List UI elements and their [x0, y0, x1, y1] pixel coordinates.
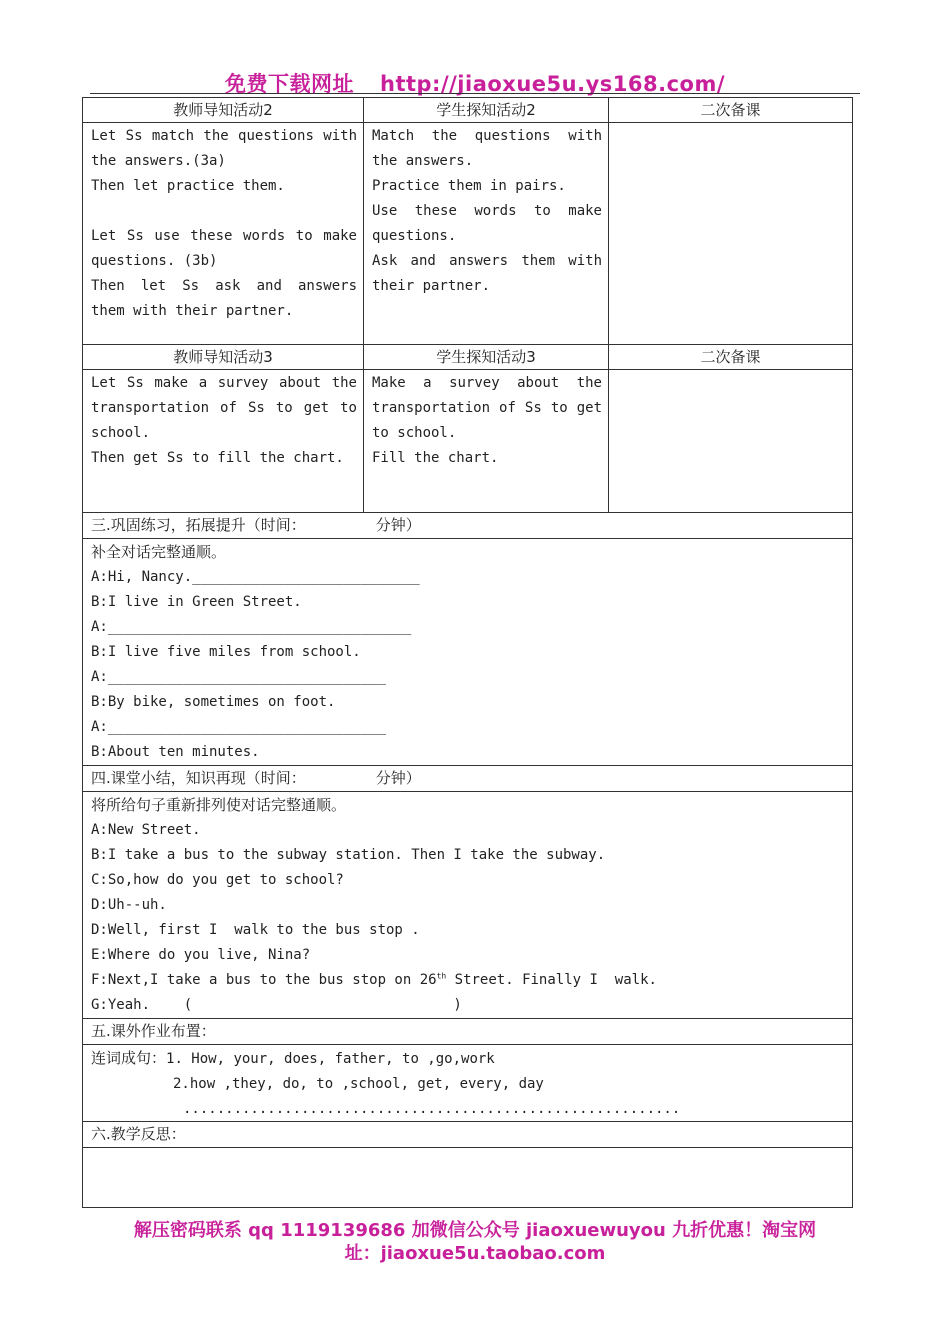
homework-q2: 2.how ,they, do, to ,school, get, every, day	[173, 1076, 544, 1092]
section3-title	[83, 513, 853, 539]
text-line: Then let Ss ask and answers	[91, 278, 357, 294]
text-line: questions.	[372, 228, 457, 244]
section4-content	[83, 792, 853, 1019]
homework-q1: 1. How, your, does, father, to ,go,work	[166, 1051, 495, 1067]
section5-content	[83, 1045, 853, 1122]
student-activity2-content	[364, 123, 609, 345]
dialogue-line: D:Uh--uh.	[91, 897, 167, 913]
teacher-activity3-header: 教师导知活动3	[83, 345, 364, 370]
text-line: Let Ss make a survey about the	[91, 375, 357, 391]
section3-title-text: 三.巩固练习，拓展提升（时间：	[91, 516, 306, 534]
dialogue-line: D:Well, first I walk to the bus stop .	[91, 922, 420, 938]
dialogue-line: A:New Street.	[91, 822, 201, 838]
text-line: Fill the chart.	[372, 450, 499, 466]
activity2-header-row	[83, 98, 853, 123]
section3-title-row	[83, 513, 853, 539]
teacher-activity3-content	[83, 370, 364, 513]
activity3-header-row	[83, 345, 853, 370]
text-line: Let Ss use these words to make	[91, 228, 357, 244]
text-line: Match the questions with	[372, 128, 602, 144]
section3-title-end: 分钟）	[375, 516, 421, 534]
section4-instruction: 将所给句子重新排列使对话完整通顺。	[91, 796, 347, 814]
text-line: the answers.(3a)	[91, 153, 226, 169]
section3-instruction: 补全对话完整通顺。	[91, 543, 227, 561]
dialogue-line-f	[91, 968, 846, 993]
dialogue-line: A:_________________________________	[91, 719, 387, 735]
second-prep-cell-3[interactable]	[609, 370, 853, 513]
ordinal-suffix: th	[436, 971, 447, 981]
homework-line-1	[91, 1046, 846, 1072]
text-line: the answers.	[372, 153, 474, 169]
student-activity3-header: 学生探知活动3	[364, 345, 609, 370]
text-line: Then get Ss to fill the chart.	[91, 450, 344, 466]
dialogue-line: A:____________________________________	[91, 619, 412, 635]
lesson-plan-table	[82, 97, 853, 1208]
text-line: Make a survey about the	[372, 375, 602, 391]
line-f-end: Street. Finally I walk.	[446, 972, 657, 988]
section6-title-row	[83, 1122, 853, 1148]
section6-content-row	[83, 1148, 853, 1208]
second-prep-header-3: 二次备课	[609, 345, 853, 370]
line-f-start: F:Next,I take a bus to the bus stop on 26	[91, 972, 437, 988]
section5-title-row	[83, 1019, 853, 1045]
section4-title-end: 分钟）	[375, 769, 421, 787]
dialogue-line: A:Hi, Nancy.___________________________	[91, 569, 420, 585]
blank-line	[91, 199, 357, 224]
activity3-content-row	[83, 370, 853, 513]
text-line: their partner.	[372, 278, 491, 294]
dialogue-line: E:Where do you live, Nina?	[91, 947, 311, 963]
dialogue-line: B:I take a bus to the subway station. Then I take the subway.	[91, 847, 606, 863]
footer-line-1: 解压密码联系 qq 1119139686 加微信公众号 jiaoxuewuyou 九折优惠！淘宝网	[133, 1220, 817, 1241]
section3-content	[83, 539, 853, 766]
dialogue-line: B:I live five miles from school.	[91, 644, 361, 660]
activity2-content-row	[83, 123, 853, 345]
text-line: Practice them in pairs.	[372, 178, 566, 194]
text-line: Ask and answers them with	[372, 253, 602, 269]
section4-title	[83, 766, 853, 792]
header-label: 免费下载网址	[225, 72, 354, 96]
homework-dots: ...........................................................	[183, 1101, 681, 1117]
text-line: transportation of Ss to get to	[91, 400, 357, 416]
text-line: to school.	[372, 425, 457, 441]
second-prep-header-2: 二次备课	[609, 98, 853, 123]
section5-title: 五.课外作业布置：	[83, 1019, 853, 1045]
dialogue-line: C:So,how do you get to school?	[91, 872, 344, 888]
text-line: school.	[91, 425, 151, 441]
text-line: Then let practice them.	[91, 178, 285, 194]
text-line: transportation of Ss to get	[372, 400, 602, 416]
section4-title-text: 四.课堂小结，知识再现（时间：	[91, 769, 306, 787]
text-line: questions. (3b)	[91, 253, 218, 269]
reflection-cell[interactable]	[83, 1148, 853, 1208]
student-activity3-content	[364, 370, 609, 513]
header-url[interactable]: http://jiaoxue5u.ys168.com/	[380, 72, 725, 96]
dialogue-line: B:By bike, sometimes on foot.	[91, 694, 336, 710]
header-rule	[90, 93, 860, 94]
student-activity2-header: 学生探知活动2	[364, 98, 609, 123]
teacher-activity2-header: 教师导知活动2	[83, 98, 364, 123]
teacher-activity2-content	[83, 123, 364, 345]
dialogue-line: B:About ten minutes.	[91, 744, 260, 760]
footer-line-2[interactable]: 址：jiaoxue5u.taobao.com	[344, 1243, 606, 1264]
second-prep-cell-2[interactable]	[609, 123, 853, 345]
section4-content-row	[83, 792, 853, 1019]
text-line: Use these words to make	[372, 203, 602, 219]
text-line: Let Ss match the questions with	[91, 128, 357, 144]
section5-content-row	[83, 1045, 853, 1122]
dialogue-line: A:_________________________________	[91, 669, 387, 685]
section6-title: 六.教学反思：	[83, 1122, 853, 1148]
page-footer	[0, 1219, 950, 1265]
section4-title-row	[83, 766, 853, 792]
homework-label: 连词成句：	[91, 1049, 167, 1067]
dialogue-line-g: G:Yeah. ( )	[91, 997, 462, 1013]
dialogue-line: B:I live in Green Street.	[91, 594, 302, 610]
text-line: them with their partner.	[91, 303, 294, 319]
section3-content-row	[83, 539, 853, 766]
